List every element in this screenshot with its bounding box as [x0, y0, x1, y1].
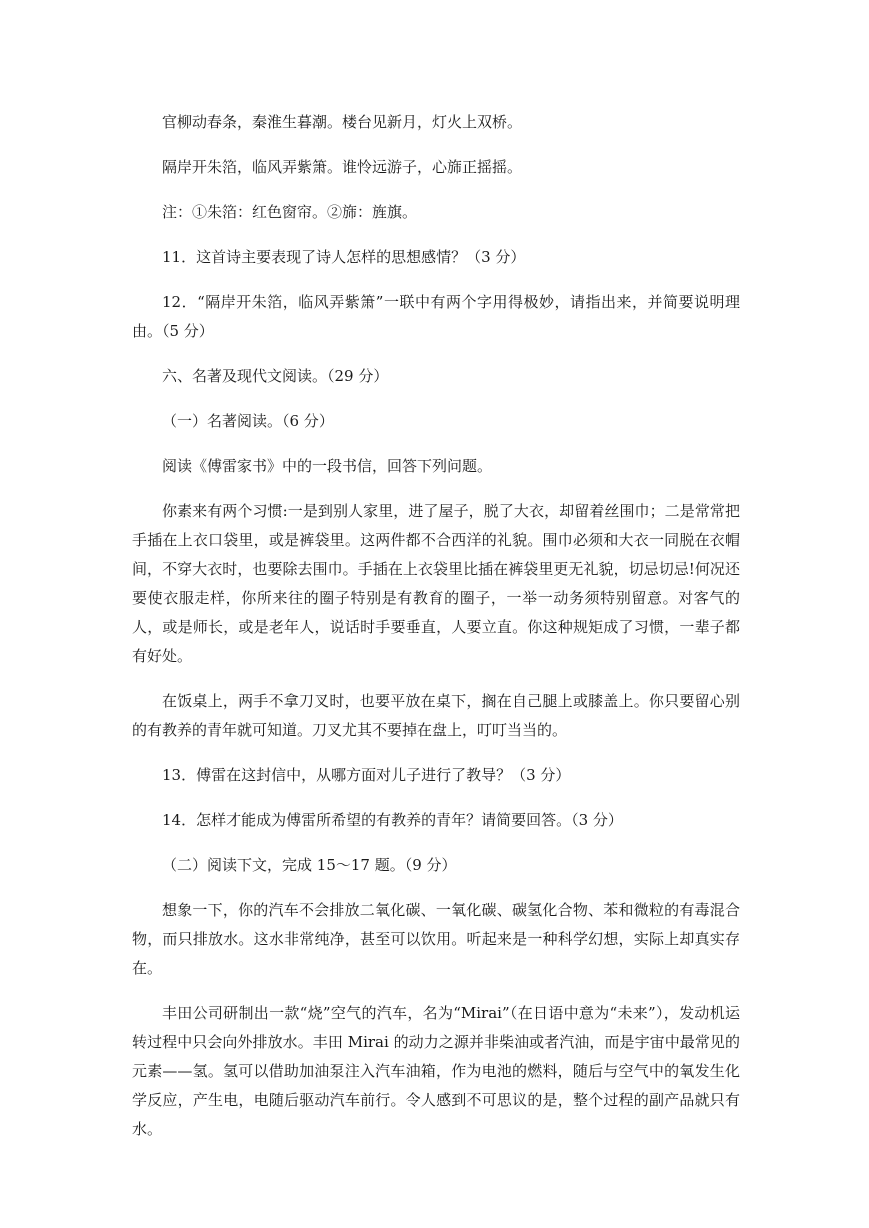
letter-paragraph-1: 你素来有两个习惯:一是到别人家里，进了屋子，脱了大衣，却留着丝围巾；二是常常把手插在上衣口袋里，或是裤袋里。这两件都不合西洋的礼貌。围巾必须和大衣一同脱在衣帽间，不穿大衣时，也要除去围巾。手插在上衣袋里比插在裤袋里更无礼貌，切忌切忌!何况还要使衣服走样，你所来往的圈子特别是有教育的圈子，一举一动务须特别留意。对客气的人，或是师长，或是老年人，说话时手要垂直，人要立直。你这种规矩成了习惯，一辈子都有好处。	[132, 502, 740, 665]
subsection-2-heading: （二）阅读下文，完成 15～17 题。（9 分）	[162, 856, 457, 874]
document-body	[132, 108, 740, 1144]
article-paragraph-2: 丰田公司研制出一款“烧”空气的汽车，名为“Mirai”（在日语中意为“未来”），发动机运转过程中只会向外排放水。丰田 Mirai 的动力之源并非柴油或者汽油，而是宇宙中最常见的元素——氢。氢可以借助加油泵注入汽车油箱，作为电池的燃料，随后与空气中的氧发生化学反应，产生电，电随后驱动汽车前行。令人感到不可思议的是，整个过程的副产品就只有水。	[132, 1004, 740, 1138]
question-12: 12．“隔岸开朱箔，临风弄紫箫”一联中有两个字用得极妙，请指出来，并简要说明理由。（5 分）	[132, 293, 740, 340]
poem-line-1: 官柳动春条，秦淮生暮潮。楼台见新月，灯火上双桥。	[162, 113, 523, 131]
article-paragraph-1: 想象一下，你的汽车不会排放二氧化碳、一氧化碳、碳氢化合物、苯和微粒的有毒混合物，而只排放水。这水非常纯净，甚至可以饮用。听起来是一种科学幻想，实际上却真实存在。	[132, 901, 740, 977]
question-14: 14．怎样才能成为傅雷所希望的有教养的青年？请简要回答。（3 分）	[162, 811, 623, 829]
reading-instruction: 阅读《傅雷家书》中的一段书信，回答下列问题。	[162, 457, 493, 475]
letter-paragraph-2: 在饭桌上，两手不拿刀叉时，也要平放在桌下，搁在自己腿上或膝盖上。你只要留心别的有教养的青年就可知道。刀叉尤其不要掉在盘上，叮叮当当的。	[132, 692, 740, 739]
section-6-heading: 六、名著及现代文阅读。（29 分）	[162, 367, 389, 385]
poem-line-2: 隔岸开朱箔，临风弄紫箫。谁怜远游子，心旆正摇摇。	[162, 158, 523, 176]
subsection-1-heading: （一）名著阅读。（6 分）	[162, 412, 334, 430]
poem-annotation: 注：①朱箔：红色窗帘。②旆：旌旗。	[162, 203, 418, 221]
question-11: 11．这首诗主要表现了诗人怎样的思想感情？（3 分）	[162, 248, 526, 266]
question-13: 13．傅雷在这封信中，从哪方面对儿子进行了教导？（3 分）	[162, 766, 571, 784]
